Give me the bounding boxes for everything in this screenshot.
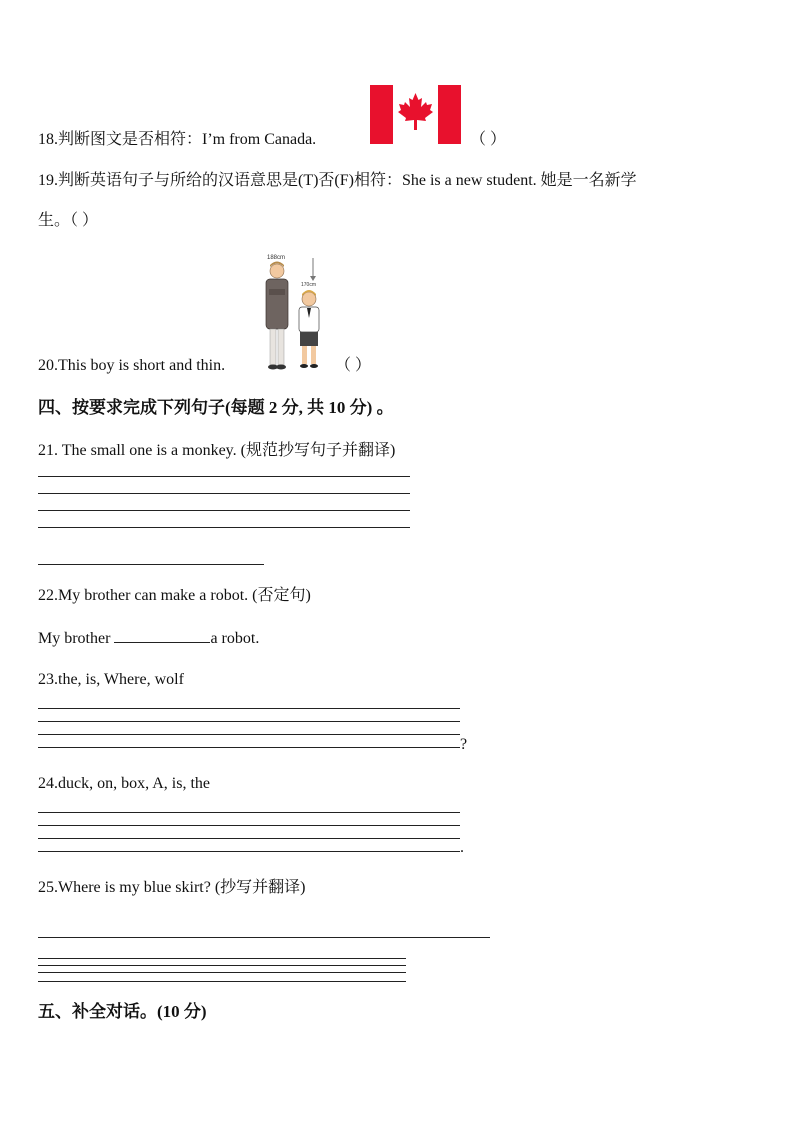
q23-writing-line-1[interactable]	[38, 708, 460, 709]
q25-writing-line-4[interactable]	[38, 972, 406, 973]
q23-text: 23.the, is, Where, wolf	[38, 671, 184, 688]
q23-writing-line-3[interactable]	[38, 734, 460, 735]
q25-text: 25.Where is my blue skirt? (抄写并翻译)	[38, 879, 306, 896]
short-height-label: 170cm	[301, 282, 317, 288]
q23-question-mark: ?	[460, 736, 468, 753]
q18-text	[38, 130, 316, 150]
q21-translation-line[interactable]	[38, 564, 264, 565]
q25-writing-line-2[interactable]	[38, 958, 406, 959]
q24-period: .	[460, 839, 464, 856]
q24-writing-line-2[interactable]	[38, 825, 460, 826]
q24-text: 24.duck, on, box, A, is, the	[38, 775, 210, 792]
q21-writing-line-2[interactable]	[38, 493, 410, 494]
q22-answer-blank[interactable]	[114, 628, 210, 643]
q25-writing-line-5[interactable]	[38, 981, 406, 982]
q20-answer-paren: （ ）	[335, 357, 372, 374]
q22-text: 22.My brother can make a robot. (否定句)	[38, 587, 311, 604]
q19-line2: 生。（ ）	[38, 212, 99, 229]
q20-text: 20.This boy is short and thin.	[38, 357, 226, 374]
q19-line1: 19.判断英语句子与所给的汉语意思是(T)否(F)相符：She is a new student. 她是一名新学	[38, 172, 637, 189]
q24-writing-line-1[interactable]	[38, 812, 460, 813]
flag-left-bar	[370, 85, 393, 144]
q21-text: 21. The small one is a monkey. (规范抄写句子并翻译)	[38, 442, 396, 459]
canada-flag-image	[370, 85, 461, 144]
q21-writing-line-1[interactable]	[38, 476, 410, 477]
q18-prompt: 18.判断图文是否相符：I’m from Canada.	[38, 131, 317, 148]
q25-writing-line-1[interactable]	[38, 937, 490, 938]
section-4-heading: 四、按要求完成下列句子(每题 2 分, 共 10 分) 。	[38, 398, 394, 417]
q21-writing-line-3[interactable]	[38, 510, 410, 511]
q24-writing-line-3[interactable]	[38, 838, 460, 839]
maple-leaf-icon	[393, 85, 438, 144]
section-5-heading: 五、补全对话。(10 分)	[38, 1002, 207, 1021]
q23-writing-line-2[interactable]	[38, 721, 460, 722]
q25-writing-line-3[interactable]	[38, 965, 406, 966]
q18-answer-paren: （ ）	[470, 131, 507, 148]
flag-right-bar	[438, 85, 461, 144]
tall-man-and-boy-image	[255, 252, 330, 372]
q22-answer-row: My brother a robot.	[38, 630, 260, 647]
q24-writing-line-4[interactable]	[38, 851, 460, 852]
q23-writing-line-4[interactable]	[38, 747, 460, 748]
q21-writing-line-4[interactable]	[38, 527, 410, 528]
tall-height-label: 188cm	[267, 255, 286, 261]
